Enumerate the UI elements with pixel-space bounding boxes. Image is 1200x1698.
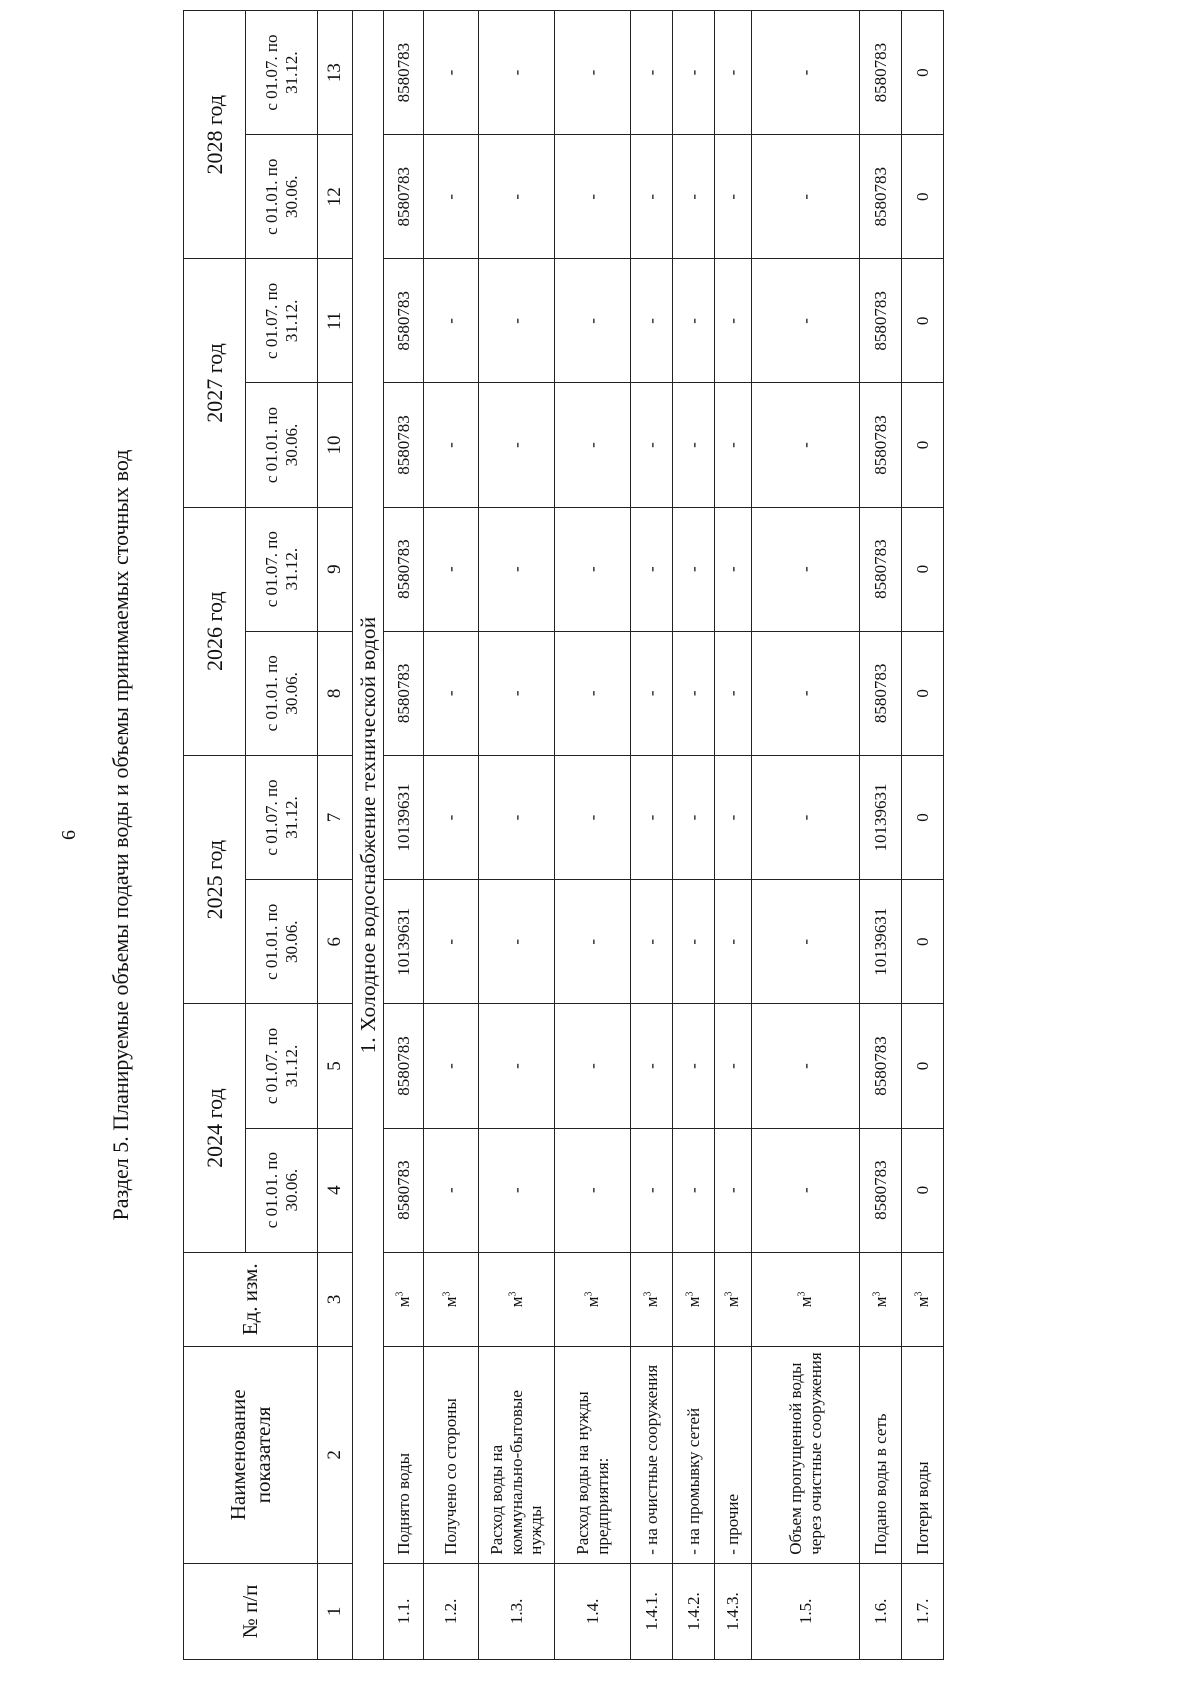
value-cell: - <box>631 755 673 879</box>
column-number-cell: 2 <box>318 1346 353 1563</box>
value-cell: 0 <box>902 1004 944 1128</box>
value-cell: - <box>673 880 715 1004</box>
rotated-content <box>50 10 1190 1660</box>
table-row <box>715 11 752 1660</box>
unit-base: м <box>912 1296 932 1308</box>
column-number-row <box>318 11 353 1660</box>
row-number: 1.4.3. <box>715 1563 752 1659</box>
unit-cell <box>384 1252 424 1346</box>
header-period-second: с 01.07. по 31.12. <box>246 755 318 879</box>
value-cell: - <box>555 1128 631 1252</box>
value-cell: - <box>752 11 860 135</box>
value-cell: - <box>424 507 479 631</box>
value-cell: 8580783 <box>860 259 902 383</box>
section-title: Раздел 5. Планируемые объемы подачи воды и объемы принимаемых сточных вод <box>108 449 133 1221</box>
value-cell: - <box>752 755 860 879</box>
value-cell: 8580783 <box>384 11 424 135</box>
value-cell: - <box>555 755 631 879</box>
value-cell: - <box>715 259 752 383</box>
row-number: 1.7. <box>902 1563 944 1659</box>
unit-exponent: 3 <box>642 1291 654 1297</box>
value-cell: - <box>752 507 860 631</box>
header-period-first: с 01.01. по 30.06. <box>246 631 318 755</box>
unit-base: м <box>870 1296 890 1308</box>
value-cell: - <box>631 880 673 1004</box>
value-cell: - <box>715 383 752 507</box>
indicator-name: Расход воды на нужды предприятия: <box>555 1346 631 1563</box>
column-number-cell: 5 <box>318 1004 353 1128</box>
value-cell: 8580783 <box>384 135 424 259</box>
value-cell: - <box>555 631 631 755</box>
value-cell: - <box>715 1128 752 1252</box>
value-cell: - <box>715 880 752 1004</box>
value-cell: - <box>715 135 752 259</box>
indicator-name: Подано воды в сеть <box>860 1346 902 1563</box>
table-row <box>479 11 555 1660</box>
value-cell: - <box>555 259 631 383</box>
value-cell: - <box>424 755 479 879</box>
header-year: 2028 год <box>184 11 246 259</box>
header-period-first: с 01.01. по 30.06. <box>246 1128 318 1252</box>
value-cell: 8580783 <box>860 1004 902 1128</box>
value-cell: - <box>752 880 860 1004</box>
value-cell: - <box>555 383 631 507</box>
header-year: 2024 год <box>184 1004 246 1252</box>
unit-exponent: 3 <box>684 1291 696 1297</box>
value-cell: 0 <box>902 259 944 383</box>
value-cell: - <box>479 631 555 755</box>
value-cell: 8580783 <box>860 135 902 259</box>
indicator-name: - на очистные сооружения <box>631 1346 673 1563</box>
row-number: 1.4. <box>555 1563 631 1659</box>
unit-cell <box>902 1252 944 1346</box>
table-row <box>424 11 479 1660</box>
value-cell: 10139631 <box>860 880 902 1004</box>
row-number: 1.4.1. <box>631 1563 673 1659</box>
unit-cell <box>673 1252 715 1346</box>
value-cell: - <box>631 259 673 383</box>
unit-base: м <box>723 1296 743 1308</box>
page-number: 6 <box>58 830 80 840</box>
header-period-second: с 01.07. по 31.12. <box>246 507 318 631</box>
unit-cell <box>479 1252 555 1346</box>
value-cell: 8580783 <box>860 11 902 135</box>
value-cell: - <box>673 631 715 755</box>
unit-base: м <box>795 1296 815 1308</box>
indicator-name: - прочие <box>715 1346 752 1563</box>
value-cell: - <box>424 1128 479 1252</box>
value-cell: - <box>673 383 715 507</box>
indicator-name: Получено со стороны <box>424 1346 479 1563</box>
water-volumes-table <box>183 10 944 1660</box>
column-number-cell: 13 <box>318 11 353 135</box>
value-cell: - <box>479 11 555 135</box>
value-cell: - <box>673 507 715 631</box>
value-cell: - <box>424 11 479 135</box>
value-cell: - <box>673 1128 715 1252</box>
header-unit: Ед. изм. <box>184 1252 318 1346</box>
value-cell: 8580783 <box>384 383 424 507</box>
value-cell: - <box>673 755 715 879</box>
value-cell: - <box>673 1004 715 1128</box>
value-cell: 8580783 <box>860 507 902 631</box>
value-cell: - <box>479 507 555 631</box>
value-cell: - <box>555 11 631 135</box>
value-cell: 8580783 <box>384 259 424 383</box>
value-cell: - <box>631 383 673 507</box>
value-cell: 10139631 <box>384 755 424 879</box>
unit-cell <box>715 1252 752 1346</box>
value-cell: - <box>479 259 555 383</box>
section-heading: 1. Холодное водоснабжение технической водой <box>353 11 384 1660</box>
header-period-second: с 01.07. по 31.12. <box>246 11 318 135</box>
row-number: 1.2. <box>424 1563 479 1659</box>
value-cell: - <box>424 1004 479 1128</box>
table-row <box>384 11 424 1660</box>
value-cell: - <box>752 259 860 383</box>
column-number-cell: 3 <box>318 1252 353 1346</box>
column-number-cell: 4 <box>318 1128 353 1252</box>
value-cell: 0 <box>902 135 944 259</box>
indicator-name: Потери воды <box>902 1346 944 1563</box>
value-cell: - <box>424 259 479 383</box>
header-year: 2025 год <box>184 755 246 1004</box>
value-cell: - <box>673 259 715 383</box>
unit-cell <box>752 1252 860 1346</box>
value-cell: - <box>752 1128 860 1252</box>
header-period-first: с 01.01. по 30.06. <box>246 880 318 1004</box>
unit-cell <box>555 1252 631 1346</box>
value-cell: - <box>631 1004 673 1128</box>
value-cell: - <box>479 755 555 879</box>
header-num: № п/п <box>184 1563 318 1659</box>
value-cell: 8580783 <box>860 383 902 507</box>
unit-base: м <box>441 1296 461 1308</box>
value-cell: 8580783 <box>384 507 424 631</box>
table-row <box>673 11 715 1660</box>
unit-exponent: 3 <box>723 1291 735 1297</box>
value-cell: - <box>479 135 555 259</box>
value-cell: - <box>424 135 479 259</box>
table-row <box>752 11 860 1660</box>
unit-exponent: 3 <box>507 1291 519 1297</box>
header-year: 2027 год <box>184 259 246 507</box>
row-number: 1.3. <box>479 1563 555 1659</box>
table-row <box>860 11 902 1660</box>
value-cell: - <box>631 507 673 631</box>
value-cell: - <box>631 135 673 259</box>
unit-base: м <box>683 1296 703 1308</box>
column-number-cell: 9 <box>318 507 353 631</box>
value-cell: - <box>479 1004 555 1128</box>
value-cell: - <box>424 383 479 507</box>
table-body <box>318 11 944 1660</box>
value-cell: - <box>673 135 715 259</box>
table-row <box>631 11 673 1660</box>
value-cell: - <box>631 631 673 755</box>
column-number-cell: 8 <box>318 631 353 755</box>
indicator-name: Поднято воды <box>384 1346 424 1563</box>
indicator-name: Расход воды на коммунально-бытовые нужды <box>479 1346 555 1563</box>
indicator-name: - на промывку сетей <box>673 1346 715 1563</box>
value-cell: - <box>631 1128 673 1252</box>
row-number: 1.1. <box>384 1563 424 1659</box>
unit-exponent: 3 <box>871 1291 883 1297</box>
unit-exponent: 3 <box>796 1291 808 1297</box>
value-cell: - <box>715 507 752 631</box>
header-year: 2026 год <box>184 507 246 755</box>
header-period-second: с 01.07. по 31.12. <box>246 259 318 383</box>
unit-base: м <box>393 1296 413 1308</box>
value-cell: - <box>673 11 715 135</box>
row-number: 1.6. <box>860 1563 902 1659</box>
column-number-cell: 1 <box>318 1563 353 1659</box>
value-cell: 0 <box>902 11 944 135</box>
value-cell: - <box>752 135 860 259</box>
unit-base: м <box>641 1296 661 1308</box>
section-row <box>353 11 384 1660</box>
table-row <box>555 11 631 1660</box>
value-cell: - <box>752 631 860 755</box>
table-row <box>902 11 944 1660</box>
column-number-cell: 12 <box>318 135 353 259</box>
value-cell: - <box>555 507 631 631</box>
header-name: Наименование показателя <box>184 1346 318 1563</box>
column-number-cell: 7 <box>318 755 353 879</box>
value-cell: - <box>479 1128 555 1252</box>
row-number: 1.5. <box>752 1563 860 1659</box>
value-cell: - <box>555 1004 631 1128</box>
value-cell: 8580783 <box>384 631 424 755</box>
indicator-name: Объем пропущенной воды через очистные сооружения <box>752 1346 860 1563</box>
unit-exponent: 3 <box>394 1291 406 1297</box>
value-cell: - <box>715 631 752 755</box>
unit-base: м <box>506 1296 526 1308</box>
unit-cell <box>631 1252 673 1346</box>
column-number-cell: 10 <box>318 383 353 507</box>
column-number-cell: 6 <box>318 880 353 1004</box>
value-cell: 0 <box>902 880 944 1004</box>
value-cell: - <box>479 383 555 507</box>
value-cell: - <box>424 880 479 1004</box>
value-cell: - <box>479 880 555 1004</box>
row-number: 1.4.2. <box>673 1563 715 1659</box>
value-cell: 0 <box>902 507 944 631</box>
unit-cell <box>860 1252 902 1346</box>
value-cell: 8580783 <box>384 1004 424 1128</box>
value-cell: - <box>752 383 860 507</box>
unit-exponent: 3 <box>441 1291 453 1297</box>
value-cell: - <box>555 135 631 259</box>
value-cell: - <box>715 11 752 135</box>
value-cell: 0 <box>902 755 944 879</box>
header-period-second: с 01.07. по 31.12. <box>246 1004 318 1128</box>
value-cell: - <box>631 11 673 135</box>
unit-exponent: 3 <box>583 1291 595 1297</box>
unit-exponent: 3 <box>913 1291 925 1297</box>
value-cell: 8580783 <box>384 1128 424 1252</box>
value-cell: - <box>715 1004 752 1128</box>
header-period-first: с 01.01. по 30.06. <box>246 383 318 507</box>
value-cell: 10139631 <box>860 755 902 879</box>
header-period-first: с 01.01. по 30.06. <box>246 135 318 259</box>
column-number-cell: 11 <box>318 259 353 383</box>
value-cell: 0 <box>902 383 944 507</box>
unit-base: м <box>582 1296 602 1308</box>
value-cell: 8580783 <box>860 1128 902 1252</box>
value-cell: - <box>555 880 631 1004</box>
value-cell: 8580783 <box>860 631 902 755</box>
value-cell: 10139631 <box>384 880 424 1004</box>
value-cell: - <box>752 1004 860 1128</box>
unit-cell <box>424 1252 479 1346</box>
value-cell: - <box>715 755 752 879</box>
value-cell: 0 <box>902 1128 944 1252</box>
value-cell: - <box>424 631 479 755</box>
value-cell: 0 <box>902 631 944 755</box>
